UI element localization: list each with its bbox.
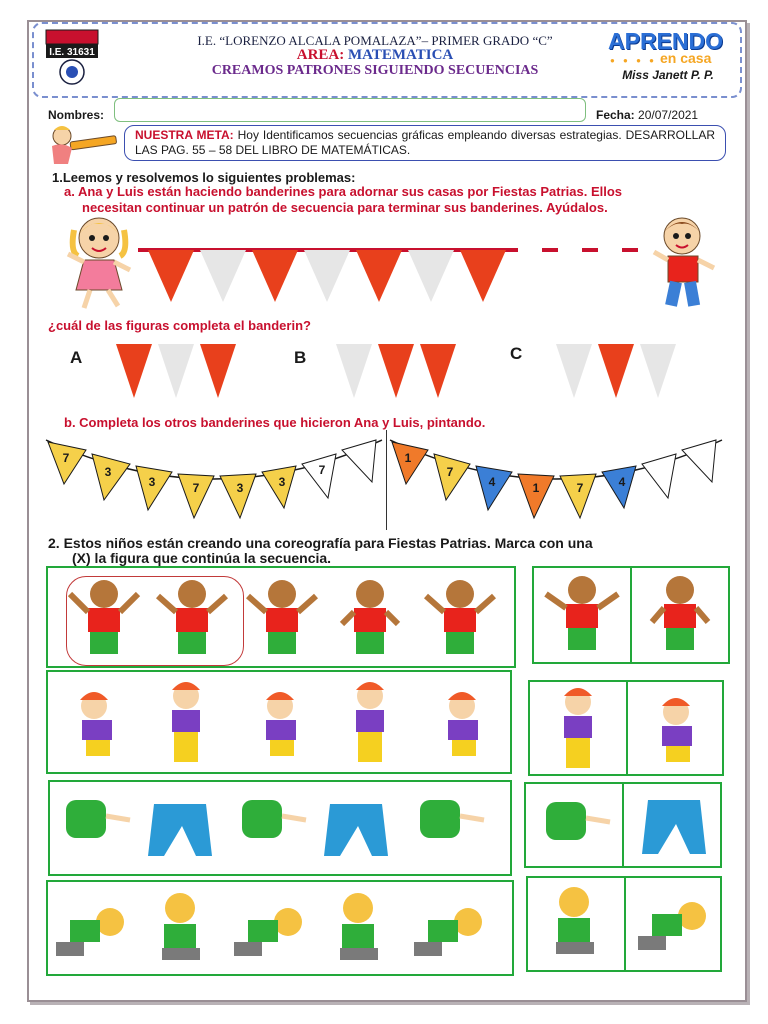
garland-left-num-1: 7 xyxy=(62,451,70,465)
boy-sitting-icon xyxy=(162,893,200,960)
green-shirt-icon xyxy=(420,800,484,838)
school-logo-text: I.E. 31631 xyxy=(49,47,95,58)
row-3-figures xyxy=(56,786,504,870)
flag-red xyxy=(378,344,414,398)
pennant-8 xyxy=(342,440,376,482)
girl-crouch-icon xyxy=(628,682,724,774)
school-logo xyxy=(42,28,102,86)
garland-right-num-6: 4 xyxy=(618,475,626,489)
row-1-figures xyxy=(56,572,506,662)
answer-2-option-b[interactable] xyxy=(628,682,724,774)
date-field xyxy=(596,108,698,122)
flag-red xyxy=(356,250,402,302)
area-key: AREA: xyxy=(296,47,345,63)
boy-arms-down-icon xyxy=(632,568,728,662)
answer-4-option-a[interactable] xyxy=(528,878,626,970)
girl-crouch-icon xyxy=(266,692,296,756)
boy-sitting-icon xyxy=(340,893,378,960)
date-value: 20/07/2021 xyxy=(638,108,699,122)
pennant-7 xyxy=(642,454,676,498)
boy-illustration xyxy=(652,214,720,314)
answer-box-4 xyxy=(526,876,722,972)
area-title xyxy=(160,47,590,64)
which-figure-question: ¿cuál de las figuras completa el banderin? xyxy=(48,318,311,333)
option-b-label[interactable]: B xyxy=(294,348,307,367)
answer-2-option-a[interactable] xyxy=(530,682,628,774)
option-a-flags[interactable] xyxy=(112,344,242,400)
garland-left-num-5: 3 xyxy=(236,481,244,495)
kid-with-pencil-icon xyxy=(46,124,120,166)
garland-left-num-7: 7 xyxy=(318,463,326,477)
boy-bending-icon xyxy=(626,878,722,970)
garland-right xyxy=(388,428,724,534)
answer-box-2 xyxy=(528,680,724,776)
boy-arms-up-icon xyxy=(158,580,226,654)
flag-white xyxy=(556,344,592,398)
garland-right-num-3: 4 xyxy=(488,475,496,489)
girl-stand-icon xyxy=(356,682,384,762)
green-shirt-icon xyxy=(66,800,130,838)
flag-white xyxy=(408,250,454,302)
answer-3-option-b[interactable] xyxy=(624,784,720,866)
brand-bottom: en casa xyxy=(660,50,712,66)
boy-arms-up-icon xyxy=(534,568,630,662)
row-4-figures xyxy=(52,888,508,970)
garland-divider xyxy=(386,430,387,530)
flag-red xyxy=(116,344,152,398)
green-shirt-icon xyxy=(242,800,306,838)
answer-box-3 xyxy=(524,782,722,868)
section-1-title: 1.Leemos y resolvemos lo siguientes problemas: xyxy=(52,170,356,185)
garland-right-num-2: 7 xyxy=(446,465,454,479)
garland-right-num-4: 1 xyxy=(532,481,540,495)
boy-bending-icon xyxy=(234,908,302,956)
flag-red xyxy=(460,250,506,302)
problem-b: b. Completa los otros banderines que hicieron Ana y Luis, pintando. xyxy=(64,415,486,430)
bunting-sequence xyxy=(138,246,658,306)
answer-3-option-a[interactable] xyxy=(526,784,624,866)
boy-bending-icon xyxy=(414,908,482,956)
flag-white xyxy=(336,344,372,398)
brand-dots: ● ● ● ● xyxy=(610,56,657,65)
flag-white xyxy=(304,250,350,302)
goal-label: NUESTRA META: xyxy=(135,128,234,142)
boy-bending-icon xyxy=(56,908,124,956)
problem-2-line2: (X) la figura que continúa la secuencia. xyxy=(72,550,332,566)
boy-arms-up-icon xyxy=(426,580,494,654)
green-shirt-icon xyxy=(526,784,622,866)
boy-arms-up-icon xyxy=(342,580,398,654)
goal-text: Hoy Identificamos secuencias gráficas empleando diversas estrategias. DESARROLLAR LAS PAG. 55 – 58 DEL LIBRO DE MATEMÁTICAS. xyxy=(135,128,715,157)
boy-arms-up-icon xyxy=(248,580,316,654)
answer-1-option-b[interactable] xyxy=(632,568,728,662)
boy-sitting-icon xyxy=(528,878,624,970)
girl-stand-icon xyxy=(530,682,626,774)
topic-title: CREAMOS PATRONES SIGUIENDO SECUENCIAS xyxy=(211,63,539,78)
girl-crouch-icon xyxy=(80,692,112,756)
garland-right-num-5: 7 xyxy=(576,481,584,495)
flag-red xyxy=(252,250,298,302)
school-name: I.E. “LORENZO ALCALA POMALAZA”– PRIMER GRADO “C” xyxy=(197,33,553,48)
blue-pants-icon xyxy=(324,804,388,856)
blue-pants-icon xyxy=(624,784,720,866)
option-c-label[interactable]: C xyxy=(510,344,523,363)
garland-left xyxy=(44,428,384,534)
option-c-flags[interactable] xyxy=(552,344,682,400)
pennant-8 xyxy=(682,440,716,482)
flag-white xyxy=(158,344,194,398)
answer-1-option-a[interactable] xyxy=(534,568,632,662)
problem-2-line1: 2. Estos niños están creando una coreografía para Fiestas Patrias. Marca con una xyxy=(48,535,593,551)
names-label: Nombres: xyxy=(48,108,105,122)
answer-4-option-b[interactable] xyxy=(626,878,722,970)
garland-right-num-1: 1 xyxy=(404,451,412,465)
flag-white xyxy=(640,344,676,398)
garland-left-num-2: 3 xyxy=(104,465,112,479)
flag-red xyxy=(598,344,634,398)
garland-left-num-4: 7 xyxy=(192,481,200,495)
flag-red xyxy=(420,344,456,398)
option-a-label[interactable]: A xyxy=(70,348,83,367)
problem-a-line1: a. Ana y Luis están haciendo banderines para adornar sus casas por Fiestas Patrias. Ellos xyxy=(64,184,623,199)
boy-arms-up-icon xyxy=(70,580,138,654)
girl-crouch-icon xyxy=(448,692,478,756)
names-field[interactable] xyxy=(114,98,586,122)
girl-illustration xyxy=(64,212,134,312)
flag-red xyxy=(200,344,236,398)
option-b-flags[interactable] xyxy=(332,344,462,400)
problem-a xyxy=(64,184,728,216)
blue-pants-icon xyxy=(148,804,212,856)
garland-left-num-6: 3 xyxy=(278,475,286,489)
teacher-name: Miss Janett P. P. xyxy=(622,68,714,82)
goal-box xyxy=(124,125,726,161)
garland-left-num-3: 3 xyxy=(148,475,156,489)
problem-a-line2: necesitan continuar un patrón de secuencia para terminar sus banderines. Ayúdalos. xyxy=(82,200,608,215)
area-value: MATEMATICA xyxy=(344,47,454,63)
answer-box-1 xyxy=(532,566,730,664)
date-label: Fecha: xyxy=(596,108,635,122)
problem-2 xyxy=(48,536,728,566)
girl-stand-icon xyxy=(172,682,200,762)
flag-white xyxy=(200,250,246,302)
flag-red xyxy=(148,250,194,302)
row-2-figures xyxy=(54,676,506,770)
brand-top: APRENDO xyxy=(608,28,724,54)
